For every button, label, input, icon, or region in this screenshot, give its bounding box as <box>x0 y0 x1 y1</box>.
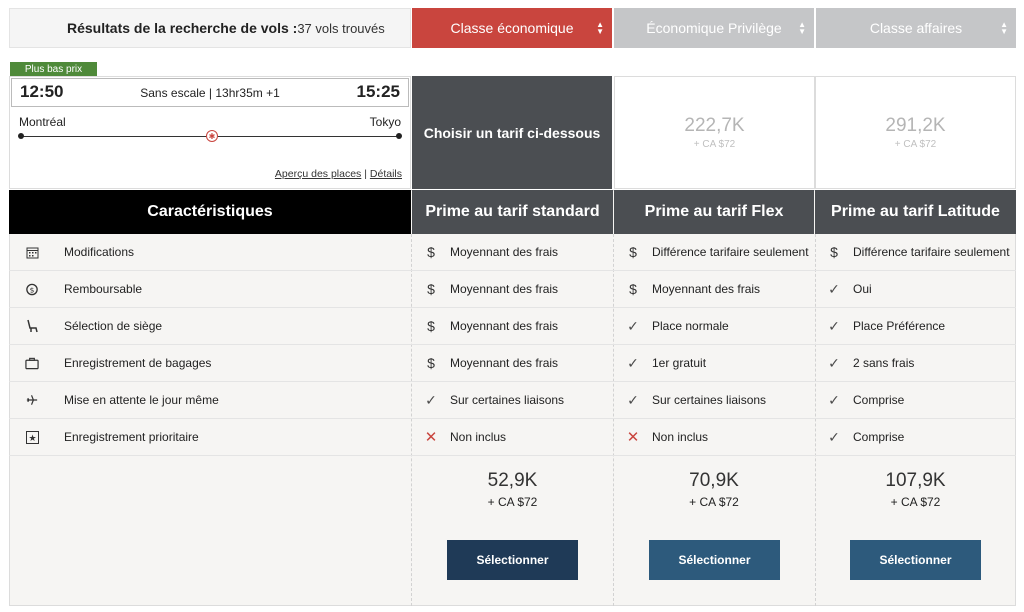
feature-value-cell <box>614 271 814 307</box>
feature-value: Différence tarifaire seulement <box>853 245 1010 259</box>
feature-value: Comprise <box>853 393 905 407</box>
plane-standby-icon <box>25 393 39 407</box>
feature-value-cell <box>412 382 612 418</box>
departure-time: 12:50 <box>20 82 64 101</box>
origin-city: Montréal <box>19 115 66 129</box>
feature-value-cell <box>614 419 814 455</box>
fare-points: 52,9K <box>487 470 538 491</box>
feature-label-cell <box>9 308 411 344</box>
feature-value: Moyennant des frais <box>450 356 559 370</box>
dollar-icon: $ <box>427 355 435 371</box>
calendar-icon <box>25 245 39 259</box>
choose-fare-prompt: Choisir un tarif ci-dessous <box>412 76 612 189</box>
destination-city: Tokyo <box>369 115 401 129</box>
feature-row <box>9 308 1016 345</box>
feature-label: Enregistrement prioritaire <box>64 430 199 444</box>
tab-economy-label: Classe économique <box>450 20 574 36</box>
cross-icon: ✕ <box>424 429 438 446</box>
origin-dot <box>18 133 24 139</box>
lowest-price-badge: Plus bas prix <box>10 62 97 77</box>
feature-row <box>9 345 1016 382</box>
priority-star-icon <box>25 430 39 444</box>
seat-icon <box>25 319 39 333</box>
maple-leaf-icon: ✱ <box>206 130 218 142</box>
cross-icon: ✕ <box>626 429 640 446</box>
feature-value: Sur certaines liaisons <box>652 393 767 407</box>
feature-value: Moyennant des frais <box>450 245 559 259</box>
feature-value-cell <box>614 308 814 344</box>
price-tax: + CA $72 <box>894 139 937 150</box>
feature-value-cell <box>412 308 612 344</box>
feature-value: 1er gratuit <box>652 356 707 370</box>
feature-row <box>9 271 1016 308</box>
check-icon: ✓ <box>828 354 840 371</box>
sort-arrows-icon: ▲ ▼ <box>596 20 604 36</box>
feature-value-cell <box>815 419 1015 455</box>
tab-premium-economy[interactable] <box>614 8 814 48</box>
feature-label: Remboursable <box>64 282 143 296</box>
feature-value: Oui <box>853 282 872 296</box>
feature-value: Moyennant des frais <box>450 319 559 333</box>
feature-value: Place Préférence <box>853 319 946 333</box>
flight-links <box>275 168 402 180</box>
stops-duration: Sans escale | 13hr35m +1 <box>140 86 280 100</box>
feature-value: Différence tarifaire seulement <box>652 245 809 259</box>
fare-points: 70,9K <box>689 470 739 491</box>
seat-preview-link[interactable]: Aperçu des places <box>274 168 362 180</box>
feature-value-cell <box>412 271 612 307</box>
arrival-time: 15:25 <box>356 82 400 101</box>
feature-row <box>9 419 1016 456</box>
fare-price-standard <box>412 470 613 509</box>
premium-economy-price[interactable] <box>614 76 815 189</box>
feature-value-cell <box>412 234 612 270</box>
feature-label-cell <box>9 345 411 381</box>
feature-value-cell <box>412 345 612 381</box>
feature-value: Sur certaines liaisons <box>450 393 565 407</box>
fare-points: 107,9K <box>885 470 946 491</box>
search-results-header <box>9 8 411 48</box>
feature-label: Enregistrement de bagages <box>64 356 212 370</box>
feature-row <box>9 234 1016 271</box>
fare-price-latitude <box>815 470 1016 509</box>
feature-value-cell <box>614 382 814 418</box>
dollar-icon: $ <box>629 244 637 260</box>
dollar-icon: $ <box>427 318 435 334</box>
feature-label: Modifications <box>64 245 135 259</box>
svg-text:★: ★ <box>27 433 37 444</box>
flight-summary <box>9 76 411 189</box>
business-price[interactable] <box>815 76 1016 189</box>
destination-dot <box>396 133 402 139</box>
svg-text:$: $ <box>29 284 35 294</box>
sort-arrows-icon: ▲ ▼ <box>798 20 806 36</box>
fare-price-flex <box>614 470 814 509</box>
dollar-icon: $ <box>830 244 838 260</box>
dollar-icon: $ <box>427 281 435 297</box>
fare-header-standard: Prime au tarif standard <box>412 190 613 234</box>
baggage-icon <box>25 356 39 370</box>
feature-value-cell <box>412 419 612 455</box>
feature-label-cell <box>9 234 411 270</box>
fare-tax: + CA $72 <box>890 495 941 509</box>
check-icon: ✓ <box>828 428 840 445</box>
feature-value: Moyennant des frais <box>652 282 761 296</box>
feature-value: Non inclus <box>450 430 507 444</box>
select-flex-button[interactable]: Sélectionner <box>649 540 780 580</box>
tab-economy[interactable] <box>412 8 612 48</box>
price-points: 222,7K <box>684 115 745 136</box>
results-title: Résultats de la recherche de vols : <box>67 20 298 36</box>
dollar-icon: $ <box>427 244 435 260</box>
fare-header-latitude: Prime au tarif Latitude <box>815 190 1016 234</box>
check-icon: ✓ <box>425 391 437 408</box>
dollar-icon: $ <box>629 281 637 297</box>
sort-arrows-icon: ▲ ▼ <box>1000 20 1008 36</box>
feature-label: Mise en attente le jour même <box>64 393 219 407</box>
tab-premium-economy-label: Économique Privilège <box>646 20 782 36</box>
feature-value-cell <box>614 345 814 381</box>
tab-business[interactable] <box>816 8 1016 48</box>
feature-label-cell <box>9 382 411 418</box>
feature-value: Place normale <box>652 319 729 333</box>
fare-header-flex: Prime au tarif Flex <box>614 190 814 234</box>
feature-value-cell <box>815 271 1015 307</box>
feature-row <box>9 382 1016 419</box>
check-icon: ✓ <box>627 391 639 408</box>
check-icon: ✓ <box>627 317 639 334</box>
feature-label-cell <box>9 419 411 455</box>
feature-value-cell <box>815 308 1015 344</box>
feature-value: Moyennant des frais <box>450 282 559 296</box>
feature-label-cell <box>9 271 411 307</box>
feature-value: Comprise <box>853 430 905 444</box>
feature-value: 2 sans frais <box>853 356 915 370</box>
tab-business-label: Classe affaires <box>869 20 963 36</box>
feature-label: Sélection de siège <box>64 319 163 333</box>
results-count: 37 vols trouvés <box>297 20 385 36</box>
feature-value-cell <box>815 345 1015 381</box>
check-icon: ✓ <box>828 317 840 334</box>
feature-value: Non inclus <box>652 430 709 444</box>
flight-times-bar <box>11 78 409 107</box>
select-latitude-button[interactable]: Sélectionner <box>850 540 981 580</box>
feature-value-cell <box>614 234 814 270</box>
details-link[interactable]: Détails <box>369 168 402 180</box>
check-icon: ✓ <box>828 391 840 408</box>
links-separator: | <box>364 168 367 180</box>
feature-value-cell <box>815 234 1015 270</box>
features-header: Caractéristiques <box>9 190 411 234</box>
price-points: 291,2K <box>885 115 946 136</box>
fare-tax: + CA $72 <box>689 495 739 509</box>
check-icon: ✓ <box>627 354 639 371</box>
feature-value-cell <box>815 382 1015 418</box>
fare-tax: + CA $72 <box>487 495 538 509</box>
select-standard-button[interactable]: Sélectionner <box>447 540 578 580</box>
price-tax: + CA $72 <box>693 139 736 150</box>
refund-icon <box>25 282 39 296</box>
check-icon: ✓ <box>828 280 840 297</box>
